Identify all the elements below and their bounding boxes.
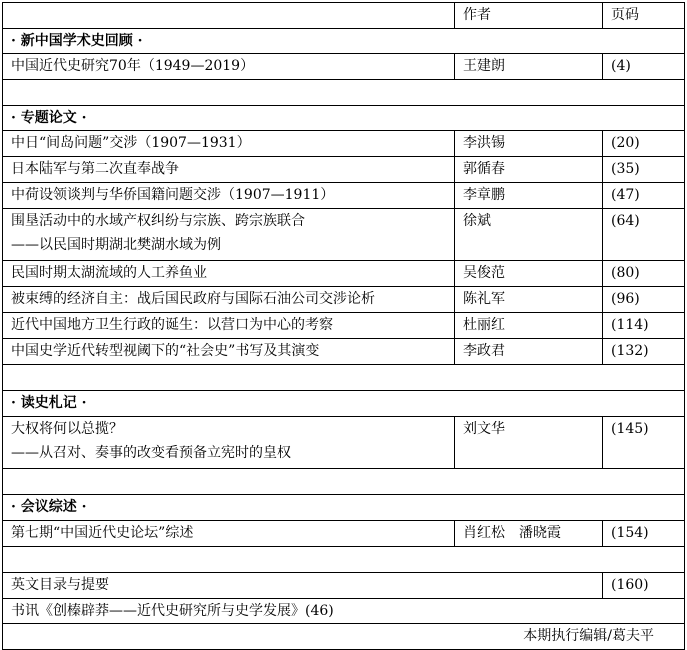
article-author: 王建朗 [455,54,603,80]
article-title-cell [3,209,455,261]
article-author: 陈礼军 [455,287,603,313]
article-author: 杜丽红 [455,313,603,339]
article-title: 围垦活动中的水域产权纠纷与宗族、跨宗族联合 [11,213,305,229]
article-page: (80) [603,261,685,287]
article-title: 近代中国地方卫生行政的诞生：以营口为中心的考察 [3,313,455,339]
section-title: · 会议综述 · [3,495,685,521]
header-author: 作者 [455,3,603,29]
spacer-row [3,365,685,391]
table-row [3,209,685,261]
article-author: 郭循春 [455,157,603,183]
article-subtitle: ——从召对、奏事的改变看预备立宪时的皇权 [11,445,291,461]
article-title: 日本陆军与第二次直奉战争 [3,157,455,183]
book-news-row [3,599,685,624]
article-title: 中荷设领谈判与华侨国籍问题交涉（1907—1911） [3,183,455,209]
spacer-row [3,80,685,106]
article-page: (114) [603,313,685,339]
article-title: 第七期“中国近代史论坛”综述 [3,521,455,547]
section-title: · 专题论文 · [3,106,685,131]
section-heading-row [3,106,685,131]
article-page: (35) [603,157,685,183]
article-title: 被束缚的经济自主：战后国民政府与国际石油公司交涉论析 [3,287,455,313]
table-row [3,287,685,313]
article-title: 中日“间岛问题”交涉（1907—1931） [3,131,455,157]
executive-editor: 本期执行编辑/葛夫平 [3,624,685,650]
article-title: 中国近代史研究70年（1949—2019） [3,54,455,80]
table-row [3,417,685,469]
section-title: · 新中国学术史回顾 · [3,29,685,54]
editor-row [3,624,685,650]
article-page: (20) [603,131,685,157]
book-news: 书讯《创榛辟莽——近代史研究所与史学发展》(46) [3,599,685,624]
table-row [3,521,685,547]
article-page: (145) [603,417,685,469]
table-row [3,157,685,183]
article-title: 大权将何以总揽？ [11,421,123,437]
section-title: · 读史札记 · [3,391,685,417]
article-author: 徐斌 [455,209,603,261]
article-author: 刘文华 [455,417,603,469]
english-contents-title: 英文目录与提要 [3,573,603,599]
article-author: 李洪锡 [455,131,603,157]
english-contents-page: (160) [603,573,685,599]
section-heading-row [3,29,685,54]
article-author: 李章鹏 [455,183,603,209]
article-page: (64) [603,209,685,261]
table-row [3,313,685,339]
toc-table [2,2,685,650]
article-page: (96) [603,287,685,313]
article-author: 李政君 [455,339,603,365]
header-page: 页码 [603,3,685,29]
english-contents-row [3,573,685,599]
article-page: (4) [603,54,685,80]
table-row [3,183,685,209]
header-row [3,3,685,29]
article-author: 吴俊范 [455,261,603,287]
spacer-row [3,547,685,573]
table-row [3,261,685,287]
article-title-cell [3,417,455,469]
article-title: 中国史学近代转型视阈下的“社会史”书写及其演变 [3,339,455,365]
table-row [3,54,685,80]
header-title-cell [3,3,455,29]
article-author: 肖红松 潘晓霞 [455,521,603,547]
table-row [3,339,685,365]
spacer-row [3,469,685,495]
section-heading-row [3,495,685,521]
table-row [3,131,685,157]
section-heading-row [3,391,685,417]
article-page: (154) [603,521,685,547]
article-title: 民国时期太湖流域的人工养鱼业 [3,261,455,287]
article-subtitle: ——以民国时期湖北樊湖水域为例 [11,237,221,253]
article-page: (132) [603,339,685,365]
article-page: (47) [603,183,685,209]
